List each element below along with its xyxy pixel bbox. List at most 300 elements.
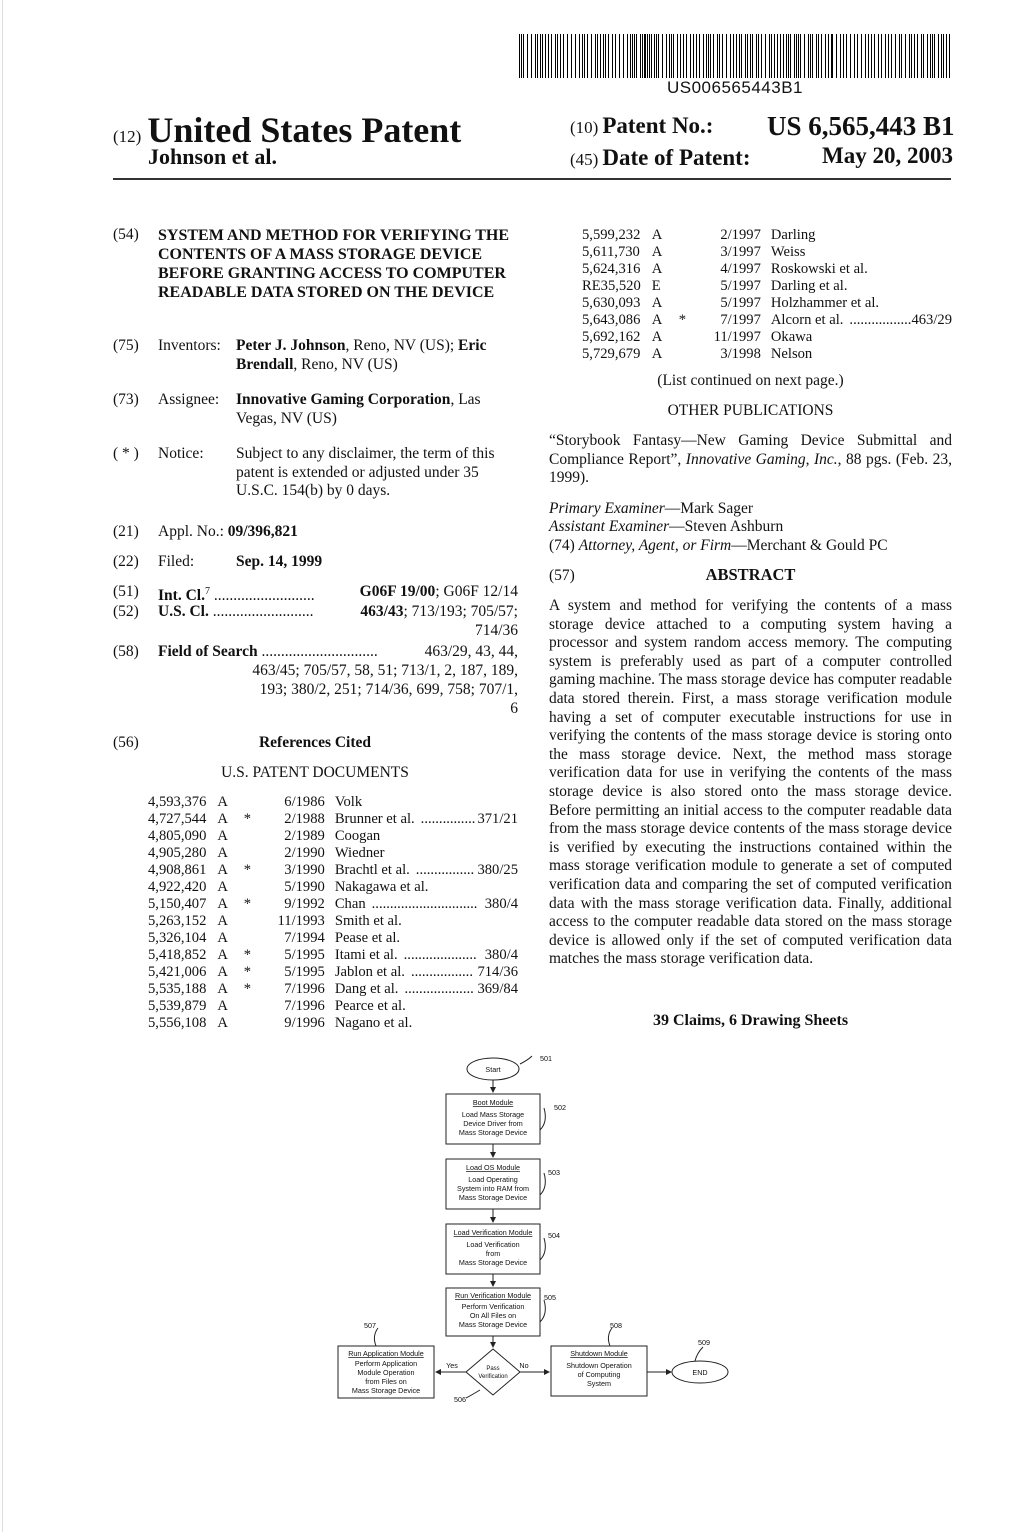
first-inventor: Johnson et al. [148,144,277,169]
inid-code-12: (12) [113,127,142,146]
ref-kind: A [217,828,228,844]
assignee-value [236,391,518,428]
date-label [570,145,751,171]
inid-code-57: (57) [549,567,575,584]
ref-class [477,930,518,947]
ref-kind: A [651,312,663,328]
barcode-bar [895,34,896,78]
ref-cited-by-examiner [235,998,260,1015]
barcode-bar [800,34,801,78]
barcode-bar [798,34,799,78]
ref-date: 5/1997 [720,278,761,294]
ref-503: 503 [548,1168,560,1177]
ref-kind: A [651,329,663,345]
barcode-bar [730,34,731,78]
reference-row [148,862,518,879]
ref-cited-by-examiner: * [243,964,252,980]
os-title: Load OS Module [466,1163,520,1172]
start-label: Start [485,1065,501,1074]
barcode-bar [555,34,556,78]
assignee-location-b: Vegas, NV (US) [236,409,337,427]
barcode-bar [946,34,947,78]
ref-inventor [335,896,478,913]
barcode-bar [634,34,635,78]
notice-label: Notice: [158,445,204,462]
barcode-bar [796,34,797,78]
ref-date: 6/1986 [284,794,325,810]
notice-line-3: U.S.C. 154(b) by 0 days. [236,482,391,500]
reference-row [148,930,518,947]
ref-cited-by-examiner: * [243,896,252,912]
ref-cited-by-examiner [235,1015,260,1032]
ref-number: 5,692,162 [582,329,641,345]
ref-class [911,278,952,295]
references-heading: References Cited [258,734,372,751]
barcode-bar [669,34,670,78]
barcode-bar [899,34,900,78]
ref-class [911,227,952,244]
barcode-bar [545,34,546,78]
us-cl-label: U.S. Cl. [158,603,209,620]
date-of-patent-label: Date of Patent: [602,145,751,170]
field-of-search-label: Field of Search [158,643,258,660]
int-cl-rest: ; G06F 12/14 [435,583,518,600]
inid-code-51: (51) [113,583,139,600]
sd-line-3: System [587,1379,611,1388]
barcode-bar [703,34,704,78]
ref-inventor-name: Coogan [334,828,381,844]
ref-class [911,261,952,278]
patent-title: SYSTEM AND METHOD FOR VERIFYING THE CONTENTS OF A MASS STORAGE DEVICE BEFORE GRANTING ACCESS TO COMPUTER READABLE DATA STORED ON THE DEVICE [158,227,510,301]
barcode-bar [521,34,522,78]
ref-number: 4,908,861 [148,862,207,878]
rv-line-3: Mass Storage Device [458,1320,528,1329]
barcode-bar [769,34,770,78]
inventor-2-name-b: Brendall [236,355,294,373]
ref-505: 505 [544,1293,556,1302]
barcode-bar [868,34,869,78]
ref-class [911,244,952,261]
us-cl-rest: ; 713/193; 705/57; [403,603,518,620]
barcode-bar [537,34,538,78]
ref-501: 501 [540,1054,552,1063]
os-line-1: Load Operating [468,1175,518,1184]
ref-class [477,879,518,896]
barcode-bar [932,34,933,78]
ref-kind: A [217,964,228,980]
barcode-bar [726,34,727,78]
barcode-bar [790,34,791,78]
barcode-bar [693,34,694,78]
barcode-bar [930,34,931,78]
barcode-bar [885,34,886,78]
ref-inventor [771,278,912,295]
ref-kind: A [217,947,228,963]
inventor-2-location: , Reno, NV (US) [293,355,398,373]
barcode-bar [527,34,528,78]
header-divider [113,178,951,180]
ref-class: 714/36 [477,964,518,980]
other-publications-heading: OTHER PUBLICATIONS [667,402,834,419]
barcode-bar [579,34,580,78]
inid-code-74: (74) [549,537,579,554]
barcode-bar [808,34,809,78]
barcode-bar [756,34,757,78]
barcode-bar [871,34,872,78]
ref-cited-by-examiner: * [243,862,252,878]
app-line-4: Mass Storage Device [351,1386,421,1395]
ref-inventor-name: Okawa [770,329,813,345]
reference-row [148,998,518,1015]
barcode-bar [677,34,678,78]
ref-dot-leader: ................. [849,312,912,328]
ref-cited-by-examiner [670,278,696,295]
barcode-bar [881,34,882,78]
ref-507: 507 [364,1321,376,1330]
ref-number: 4,727,544 [148,811,207,827]
barcode-bar [831,34,833,78]
barcode-bar [745,34,746,78]
reference-row [148,879,518,896]
barcode-bar [810,34,811,78]
ref-inventor [335,879,478,896]
ref-number: 5,150,407 [148,896,207,912]
ref-class: 380/4 [484,896,518,912]
barcode-bar [722,34,723,78]
list-continued-note: (List continued on next page.) [657,372,844,389]
primary-examiner-label: Primary Examiner [549,500,665,517]
date-of-patent: May 20, 2003 [822,143,953,168]
reference-row [148,981,518,998]
barcode-bar [812,34,813,78]
ref-kind: A [217,862,228,878]
ref-inventor [771,312,912,329]
barcode-bar [938,34,939,78]
barcode-bar [683,34,684,78]
ref-number: 5,611,730 [582,244,640,260]
reference-row [148,845,518,862]
ref-class [477,794,518,811]
app-line-2: Module Operation [357,1368,415,1377]
lv-line-1: Load Verification [466,1240,520,1249]
barcode-bar [575,34,576,78]
ref-date: 4/1997 [720,261,761,277]
us-patent-docs-heading: U.S. PATENT DOCUMENTS [221,764,409,781]
barcode-bar [560,34,561,78]
reference-row [582,244,952,261]
app-line-1: Perform Application [354,1359,418,1368]
barcode-bar [857,34,858,78]
field-of-search-line-3: 193; 380/2, 251; 714/36, 699, 758; 707/1, [259,681,518,698]
no-label: No [519,1361,529,1370]
ref-class: 380/25 [477,862,518,878]
ref-class [911,329,952,346]
ref-date: 2/1997 [720,227,761,243]
sd-line-1: Shutdown Operation [566,1361,632,1370]
barcode-bar [911,34,912,78]
patent-number-label [570,113,713,139]
field-of-search-line-1: 463/29, 43, 44, [424,643,518,660]
ref-date: 3/1990 [284,862,325,878]
ref-inventor [335,794,478,811]
barcode-bar [523,34,524,78]
barcode-bar [777,34,778,78]
barcode-bar [699,34,700,78]
ref-506: 506 [454,1395,466,1404]
ref-inventor-name: Brunner et al. [334,811,415,827]
barcode-number: US006565443B1 [666,78,803,97]
barcode-bar [774,34,775,78]
os-line-2: System into RAM from [457,1184,529,1193]
ref-inventor [335,998,478,1015]
barcode-bar [673,34,674,78]
ref-inventor-name: Pearce et al. [334,998,406,1014]
int-cl-main: G06F 19/00 [359,583,436,600]
barcode-bar [651,34,652,78]
ref-kind: A [651,227,663,243]
inventors-value [236,337,518,374]
ref-inventor [335,981,478,998]
assignee-location-a: , Las [450,391,481,408]
barcode-bar [828,34,829,78]
ref-date: 5/1990 [284,879,325,895]
ref-class: 463/29 [911,312,952,328]
ref-cited-by-examiner [670,329,696,346]
ref-cited-by-examiner [670,227,696,244]
barcode-bar [680,34,681,78]
ref-inventor-name: Brachtl et al. [334,862,410,878]
lv-line-2: from [485,1249,501,1258]
barcode-bar [865,34,866,78]
appl-no-value: 09/396,821 [227,523,298,540]
flowchart-figure [330,1050,750,1410]
ref-date: 9/1996 [284,1015,325,1031]
ref-kind: A [651,244,663,260]
barcode-bar [816,34,817,78]
ref-inventor-name: Jablon et al. [334,964,405,980]
field-of-search-line-2: 463/45; 705/57, 58, 51; 713/1, 2, 187, 189, [252,662,518,679]
ref-date: 7/1996 [284,998,325,1014]
barcode-bar [615,34,616,78]
ref-number: 5,421,006 [148,964,207,980]
barcode-bar [941,34,942,78]
ref-kind: A [217,930,228,946]
ref-cited-by-examiner: * [243,947,252,963]
barcode-bar [788,34,789,78]
app-title: Run Application Module [348,1349,424,1358]
ref-class [477,1015,518,1032]
ref-date: 5/1995 [284,964,325,980]
other-publication-entry [549,432,952,488]
ref-inventor [335,862,478,879]
barcode-bar [713,34,714,78]
ref-date: 9/1992 [284,896,325,912]
barcode-bar [662,34,663,78]
int-cl-edition: 7 [204,586,210,597]
barcode-bar [608,34,609,78]
barcode-bar [690,34,691,78]
ref-class [477,845,518,862]
reference-row [582,346,952,363]
barcode-bar [905,34,906,78]
barcode-bar [878,34,879,78]
barcode-bar [901,34,902,78]
barcode-bar [531,34,532,78]
claims-drawings-count: 39 Claims, 6 Drawing Sheets [652,1012,849,1029]
patent-no-label: Patent No.: [602,113,714,138]
barcode-bar [874,34,875,78]
barcode-bar [696,34,697,78]
ref-kind: A [651,261,663,277]
inid-code-45: (45) [570,150,599,169]
ref-inventor-name: Nakagawa et al. [334,879,429,895]
barcode-bar [627,34,628,78]
reference-row [148,794,518,811]
ref-dot-leader: ............... [420,811,476,827]
barcode-bar [949,34,950,78]
reference-row [582,278,952,295]
ref-inventor-name: Roskowski et al. [770,261,868,277]
attorney-name: —Merchant & Gould PC [731,537,888,554]
inventor-1-location: , Reno, NV (US); [345,337,459,354]
ref-number: 5,539,879 [148,998,207,1014]
decision-line-2: Verification [478,1374,508,1380]
ref-date: 5/1995 [284,947,325,963]
ref-cited-by-examiner [235,845,260,862]
barcode-bar [836,34,837,78]
barcode-bar [605,34,606,78]
barcode-bar [741,34,742,78]
filed-date: Sep. 14, 1999 [236,553,323,570]
ref-inventor [335,913,478,930]
int-cl-dots: .......................... [209,587,315,605]
barcode-bar [771,34,772,78]
ref-class [911,346,952,363]
ref-inventor [771,244,912,261]
page-edge [2,0,3,1532]
ref-date: 5/1997 [720,295,761,311]
ref-class: 369/84 [477,981,518,997]
ref-cited-by-examiner [670,261,696,278]
ref-date: 2/1988 [284,811,325,827]
reference-row [148,828,518,845]
ref-kind: A [217,879,228,895]
ref-date: 7/1994 [284,930,325,946]
ref-cited-by-examiner [670,244,696,261]
notice-line-1: Subject to any disclaimer, the term of this [236,445,495,462]
barcode-bar [649,34,650,78]
reference-row [148,896,518,913]
barcode-bar [647,34,648,78]
ref-inventor [335,811,478,828]
ref-number: 5,418,852 [148,947,207,963]
ref-kind: A [217,981,228,997]
reference-row [582,261,952,278]
ref-inventor [771,261,912,278]
barcode-bar [719,34,720,78]
barcode-bar [752,34,753,78]
ref-number: 5,729,679 [582,346,641,362]
ref-number: 4,905,280 [148,845,207,861]
field-of-search-dots: .............................. [257,643,378,660]
barcode-bar [636,34,637,78]
ref-inventor-name: Alcorn et al. [770,312,844,328]
ref-kind: A [217,896,228,912]
barcode-bar [642,34,643,78]
ref-inventor [771,346,912,363]
pub-details: , 88 pgs. (Feb. 23, 1999). [549,450,952,487]
inid-code-73: (73) [113,391,139,408]
ref-inventor-name: Itami et al. [334,947,398,963]
ref-number: 5,263,152 [148,913,207,929]
us-cl [158,603,518,622]
ref-cited-by-examiner [235,930,260,947]
barcode-bar [623,34,624,78]
primary-examiner-name: —Mark Sager [664,500,754,517]
barcode-bar [736,34,737,78]
inid-code-54: (54) [113,226,139,243]
ref-inventor-name: Nelson [770,346,813,362]
barcode-bar [551,34,552,78]
field-of-search [158,643,518,662]
ref-cited-by-examiner: * [243,981,252,997]
barcode-bar [825,34,826,78]
reference-row [148,913,518,930]
barcode-bar [909,34,910,78]
lv-line-3: Mass Storage Device [458,1258,528,1267]
reference-row [582,312,952,329]
barcode-bar [710,34,711,78]
barcode-bar [535,34,536,78]
ref-dot-leader: ................... [404,981,474,997]
ref-kind: A [217,794,228,810]
ref-number: 5,643,086 [582,312,641,328]
barcode-bar [571,34,572,78]
ref-508: 508 [610,1321,622,1330]
ref-inventor [335,964,478,981]
ref-502: 502 [554,1103,566,1112]
barcode-bar [706,34,707,78]
ref-cited-by-examiner [670,295,696,312]
barcode-bar [686,34,687,78]
notice-text [236,445,518,501]
barcode-bar [914,34,915,78]
inventor-1-name: Peter J. Johnson [236,337,346,354]
reference-row [582,329,952,346]
barcode-bar [595,34,596,78]
ref-date: 2/1990 [284,845,325,861]
inid-code-52: (52) [113,603,139,620]
barcode-bar [666,34,667,78]
pass-verification-decision [466,1349,520,1395]
barcode-bar [921,34,922,78]
inid-code-10: (10) [570,118,599,137]
barcode-bar [540,34,541,78]
rv-line-2: On All Files on [469,1311,517,1320]
reference-row [148,964,518,981]
ref-inventor [335,828,478,845]
ref-number: RE35,520 [582,278,641,294]
barcode-bar [804,34,805,78]
ref-inventor-name: Smith et al. [334,913,402,929]
barcode-bar [582,34,583,78]
reference-row [148,947,518,964]
barcode-bar [891,34,892,78]
barcode-bar [619,34,620,78]
barcode-bar [563,34,564,78]
os-line-3: Mass Storage Device [458,1193,528,1202]
ref-kind: A [217,1015,228,1031]
